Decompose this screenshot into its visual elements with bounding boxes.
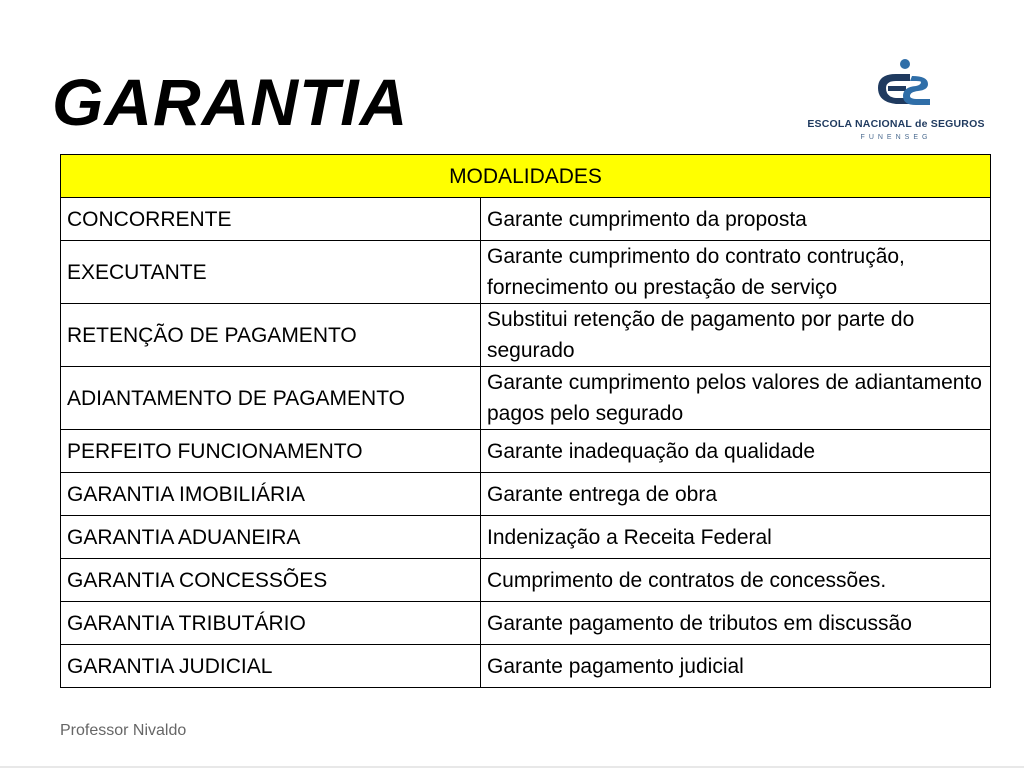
funenseg-logo [806, 54, 986, 146]
table-row [61, 198, 991, 241]
table-row [61, 430, 991, 473]
modalidade-cell: EXECUTANTE [61, 241, 481, 304]
table-row [61, 304, 991, 367]
modalidade-cell: GARANTIA JUDICIAL [61, 645, 481, 688]
modalidade-cell: GARANTIA TRIBUTÁRIO [61, 602, 481, 645]
modalidade-cell: CONCORRENTE [61, 198, 481, 241]
descricao-cell: Garante inadequação da qualidade [481, 430, 991, 473]
table-row [61, 602, 991, 645]
descricao-cell: Garante cumprimento do contrato contrução, fornecimento ou prestação de serviço [481, 241, 991, 304]
slide-title: GARANTIA [52, 65, 409, 139]
logo-text: ESCOLA NACIONAL de SEGUROS [807, 118, 985, 130]
modalidade-cell: GARANTIA CONCESSÕES [61, 559, 481, 602]
descricao-cell: Garante cumprimento pelos valores de adiantamento pagos pelo segurado [481, 367, 991, 430]
modalidade-cell: ADIANTAMENTO DE PAGAMENTO [61, 367, 481, 430]
table-row [61, 241, 991, 304]
modalidade-cell: GARANTIA IMOBILIÁRIA [61, 473, 481, 516]
descricao-cell: Garante pagamento judicial [481, 645, 991, 688]
table-row [61, 473, 991, 516]
table-row [61, 367, 991, 430]
table-row [61, 559, 991, 602]
descricao-cell: Cumprimento de contratos de concessões. [481, 559, 991, 602]
descricao-cell: Indenização a Receita Federal [481, 516, 991, 559]
descricao-cell: Substitui retenção de pagamento por parte do segurado [481, 304, 991, 367]
descricao-cell: Garante entrega de obra [481, 473, 991, 516]
descricao-cell: Garante cumprimento da proposta [481, 198, 991, 241]
modalidade-cell: PERFEITO FUNCIONAMENTO [61, 430, 481, 473]
table-header: MODALIDADES [61, 155, 991, 198]
funenseg-logo-icon [806, 54, 986, 118]
table-row [61, 645, 991, 688]
footer-author: Professor Nivaldo [60, 722, 187, 739]
descricao-cell: Garante pagamento de tributos em discussão [481, 602, 991, 645]
logo-subtext: FUNENSEG [860, 134, 932, 141]
modalidade-cell: RETENÇÃO DE PAGAMENTO [61, 304, 481, 367]
table-row [61, 516, 991, 559]
modalidade-cell: GARANTIA ADUANEIRA [61, 516, 481, 559]
modalidades-table [60, 154, 991, 688]
